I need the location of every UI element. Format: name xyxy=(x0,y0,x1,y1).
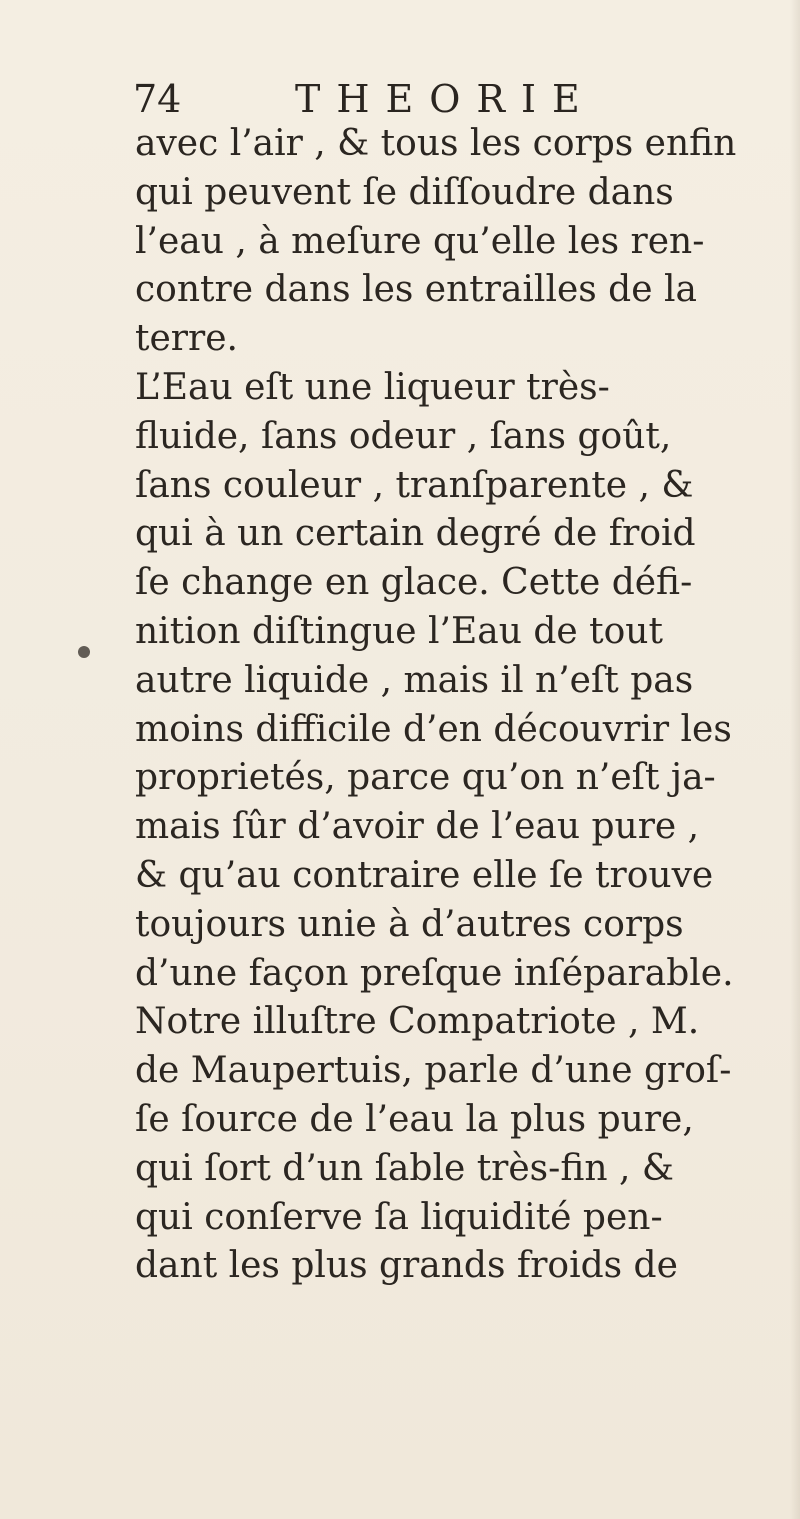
text-line: d’une façon preſque inſéparable. xyxy=(135,952,734,994)
text-line: qui peuvent ſe diſſoudre dans xyxy=(135,171,674,213)
page-edge-shadow xyxy=(790,0,800,1519)
text-line: ſans couleur , tranſparente , & xyxy=(135,464,694,506)
text-line: moins difficile d’en découvrir les xyxy=(135,708,732,750)
text-line: fluide, ſans odeur , ſans goût, xyxy=(135,415,672,457)
text-line: terre. xyxy=(135,318,238,360)
text-line: toujours unie à d’autres corps xyxy=(135,903,684,945)
margin-ink-spot xyxy=(78,646,90,658)
text-line: proprietés, parce qu’on n’eſt ja- xyxy=(135,757,716,799)
text-line: ſe ſource de l’eau la plus pure, xyxy=(135,1098,694,1140)
text-line: avec l’air , & tous les corps enfin xyxy=(135,123,737,164)
text-line: contre dans les entrailles de la xyxy=(135,269,697,311)
text-line: qui à un certain degré de froid xyxy=(135,513,696,555)
text-line: dant les plus grands froids de xyxy=(135,1245,678,1287)
body-text xyxy=(135,120,765,1291)
text-line: mais ſûr d’avoir de l’eau pure , xyxy=(135,806,700,848)
text-line: L’Eau eſt une liqueur très- xyxy=(135,366,610,408)
page-header xyxy=(133,76,753,122)
page-number: 74 xyxy=(133,77,182,121)
text-line: autre liquide , mais il n’eſt pas xyxy=(135,659,694,701)
text-line: & qu’au contraire elle ſe trouve xyxy=(135,854,714,896)
text-line: de Maupertuis, parle d’une groſ- xyxy=(135,1050,732,1092)
text-line: Notre illuſtre Compatriote , M. xyxy=(135,1001,700,1043)
text-line: qui conſerve ſa liquidité pen- xyxy=(135,1196,663,1238)
text-line: ſe change en glace. Cette défi- xyxy=(135,562,693,604)
text-line: nition diſtingue l’Eau de tout xyxy=(135,610,663,652)
text-line: qui ſort d’un ſable très-fin , & xyxy=(135,1147,674,1189)
text-line: l’eau , à meſure qu’elle les ren- xyxy=(135,220,705,262)
running-title: THEORIE xyxy=(295,77,596,121)
